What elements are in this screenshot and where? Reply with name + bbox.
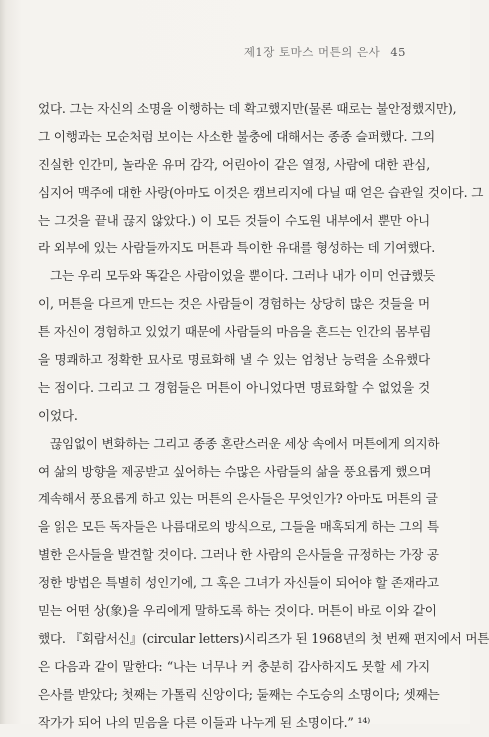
- text-line: 라 외부에 있는 사람들까지도 머튼과 특이한 유대를 형성하는 데 기여했다.: [38, 240, 435, 256]
- text-line: 을 명쾌하고 정확한 묘사로 명료화해 낼 수 있는 엄청난 능력을 소유했다: [38, 352, 430, 368]
- text-line: 끊임없이 변화하는 그리고 종종 혼란스러운 세상 속에서 머튼에게 의지하: [50, 435, 440, 451]
- text-line: 튼 자신이 경험하고 있었기 때문에 사람들의 마음을 흔드는 인간의 몸부림: [38, 324, 432, 340]
- text-line: 여 삶의 방향을 제공받고 싶어하는 수많은 사람들의 삶을 풍요롭게 했으며: [38, 463, 432, 479]
- text-line: 정한 방법은 특별히 성인기에, 그 혹은 그녀가 자신들이 되어야 할 존재라고: [38, 575, 439, 591]
- text-line: 계속해서 풍요롭게 하고 있는 머튼의 은사들은 무엇인가? 아마도 머튼의 글: [38, 491, 438, 507]
- text-line: 했다. 『회람서신』(circular letters)시리즈가 된 1968년의 첫 번째 편지에서 머튼: [38, 630, 489, 646]
- text-line: 작가가 되어 나의 믿음을 다른 이들과 나누게 된 소명이다.” ¹⁴⁾: [38, 714, 371, 730]
- text-line: 진실한 인간미, 놀라운 유머 감각, 어린아이 같은 열정, 사람에 대한 관심,: [38, 156, 430, 172]
- text-line: 었다. 그는 자신의 소명을 이행하는 데 확고했지만(물론 때로는 불안정했지만),: [38, 101, 457, 116]
- text-line: 은 다음과 같이 말한다: “나는 너무나 커 충분히 감사하지도 못할 세 가지: [38, 658, 430, 674]
- page-number: 45: [390, 45, 406, 59]
- text-line: 는 그것을 끝내 끊지 않았다.) 이 모든 것들이 수도원 내부에서 뿐만 아니: [38, 212, 430, 228]
- running-title: 제1장 토마스 머튼의 은사: [243, 45, 381, 59]
- body-text: [38, 95, 489, 736]
- paragraph-3: [38, 430, 489, 737]
- text-line: 을 읽은 모든 독자들은 나름대로의 방식으로, 그들을 매혹되게 하는 그의 특: [38, 519, 439, 535]
- running-header: [244, 44, 406, 60]
- paragraph-1: [38, 95, 484, 262]
- text-line: 그 이행과는 모순처럼 보이는 사소한 불충에 대해서는 종종 슬퍼했다. 그의: [38, 128, 435, 144]
- text-line: 이, 머튼을 다르게 만드는 것은 사람들이 경험하는 상당히 많은 것들을 머: [38, 296, 430, 312]
- text-line: 이었다.: [38, 407, 78, 423]
- text-line: 별한 은사들을 발견할 것이다. 그러나 한 사람의 은사들을 규정하는 가장 공: [38, 547, 439, 563]
- text-line: 은사를 받았다; 첫째는 가톨릭 신앙이다; 둘째는 수도승의 소명이다; 셋째는: [38, 686, 440, 702]
- text-line: 믿는 어떤 상(象)을 우리에게 말하도록 하는 것이다. 머튼이 바로 이와 같이: [38, 603, 437, 619]
- text-line: 는 점이다. 그리고 그 경험들은 머튼이 아니었다면 명료화할 수 없었을 것: [38, 379, 430, 395]
- text-line: 심지어 맥주에 대한 사랑(아마도 이것은 캠브리지에 다닐 때 얻은 습관일 것이다. 그: [38, 184, 484, 200]
- text-line: 그는 우리 모두와 똑같은 사람이었을 뿐이다. 그러나 내가 이미 언급했듯: [50, 268, 436, 284]
- paragraph-2: [38, 262, 436, 429]
